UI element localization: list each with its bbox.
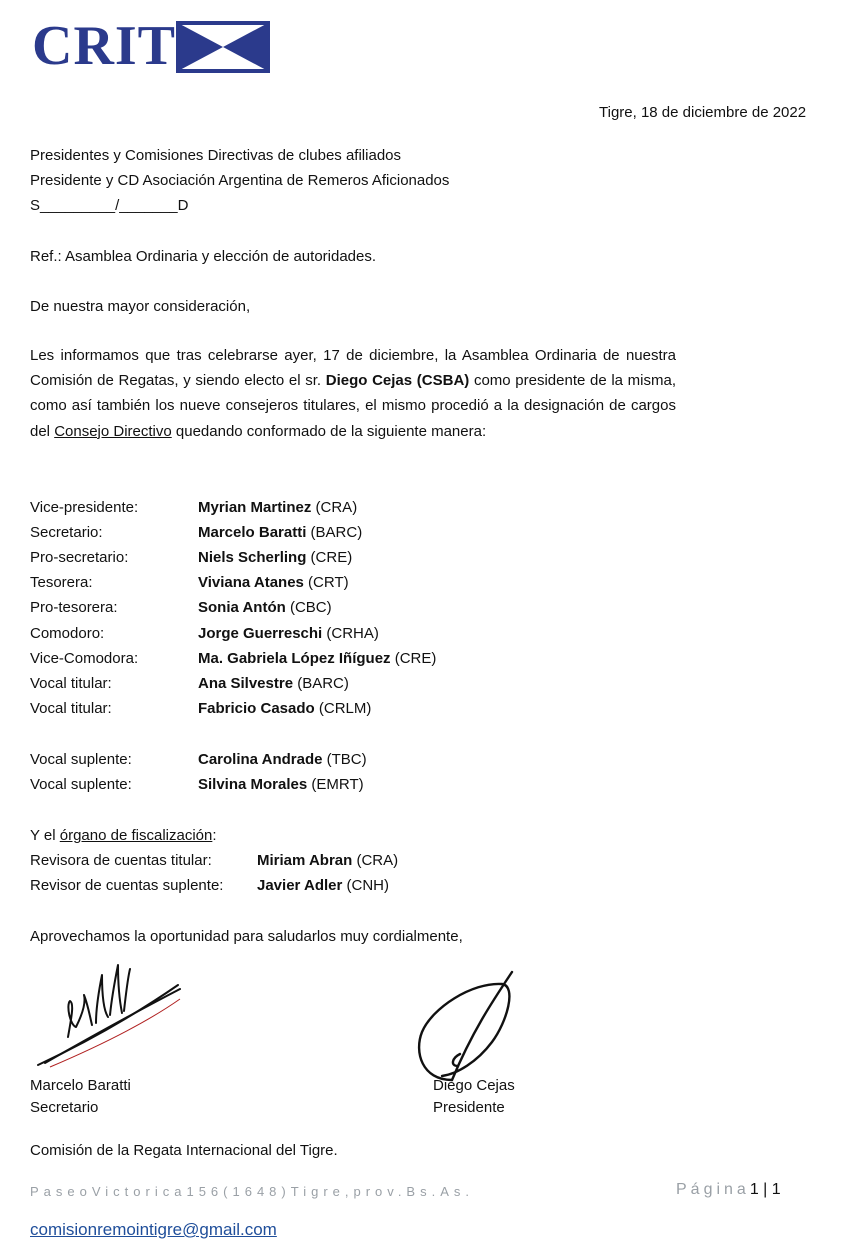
- fiscal-role: Revisora de cuentas titular:: [30, 852, 212, 869]
- signatory-title: Secretario: [30, 1099, 99, 1116]
- body-text: quedando conformado de la siguiente manera:: [171, 422, 487, 440]
- letter-date: Tigre, 18 de diciembre de 2022: [599, 104, 807, 121]
- footer-address: PaseoVictorica156(1648)Tigre,prov.Bs.As.: [30, 1184, 474, 1199]
- board-member: Fabricio Casado (CRLM): [198, 700, 372, 717]
- signatory-name: Diego Cejas: [433, 1077, 515, 1094]
- recipient-line: Presidente y CD Asociación Argentina de Remeros Aficionados: [30, 172, 450, 189]
- closing-line: Aprovechamos la oportunidad para saludarlos muy cordialmente,: [30, 928, 463, 945]
- signatory-name: Marcelo Baratti: [30, 1077, 131, 1094]
- board-role: Pro-secretario:: [30, 549, 129, 566]
- board-member: Silvina Morales (EMRT): [198, 776, 364, 793]
- body-paragraph: [30, 343, 676, 444]
- recipient-line: S_________/_______D: [30, 197, 189, 214]
- logo-text: CRIT: [32, 15, 177, 77]
- board-role: Vocal suplente:: [30, 751, 132, 768]
- body-text: como presidente de la misma, como así también los nueve consejeros titulares, el mismo procedió a la designación de cargos del: [30, 372, 676, 440]
- consejo-directivo-term: Consejo Directivo: [54, 422, 172, 440]
- board-member: Carolina Andrade (TBC): [198, 751, 367, 768]
- board-role: Secretario:: [30, 524, 103, 541]
- salutation: De nuestra mayor consideración,: [30, 298, 251, 315]
- organization-name: Comisión de la Regata Internacional del Tigre.: [30, 1142, 338, 1159]
- board-member: Ana Silvestre (BARC): [198, 675, 349, 692]
- board-role: Comodoro:: [30, 625, 105, 642]
- board-role: Pro-tesorera:: [30, 599, 118, 616]
- board-role: Vice-presidente:: [30, 499, 139, 516]
- board-member: Ma. Gabriela López Iñíguez (CRE): [198, 650, 437, 667]
- board-member: Viviana Atanes (CRT): [198, 574, 349, 591]
- signature-cejas-icon: [412, 962, 522, 1084]
- fiscal-intro: Y el órgano de fiscalización:: [30, 827, 217, 844]
- recipient-line: Presidentes y Comisiones Directivas de clubes afiliados: [30, 147, 402, 164]
- fiscal-role: Revisor de cuentas suplente:: [30, 877, 224, 894]
- board-member: Marcelo Baratti (BARC): [198, 524, 363, 541]
- logo-flag-icon: [176, 21, 270, 73]
- board-member: Niels Scherling (CRE): [198, 549, 353, 566]
- board-role: Tesorera:: [30, 574, 93, 591]
- board-role: Vocal suplente:: [30, 776, 132, 793]
- signatory-title: Presidente: [433, 1099, 505, 1116]
- signature-baratti-icon: [30, 955, 190, 1070]
- board-role: Vocal titular:: [30, 700, 112, 717]
- board-member: Sonia Antón (CBC): [198, 599, 332, 616]
- body-text: Les informamos que tras celebrarse ayer, 17 de diciembre, la Asamblea Ordinaria de nuestra Comisión de Regatas, y siendo electo el sr.: [30, 347, 676, 390]
- board-role: Vocal titular:: [30, 675, 112, 692]
- board-role: Vice-Comodora:: [30, 650, 139, 667]
- board-member: Myrian Martinez (CRA): [198, 499, 358, 516]
- fiscal-member: Javier Adler (CNH): [257, 877, 389, 894]
- page-number: Página1 | 1: [676, 1181, 781, 1198]
- board-member: Jorge Guerreschi (CRHA): [198, 625, 379, 642]
- reference-line: Ref.: Asamblea Ordinaria y elección de autoridades.: [30, 248, 377, 265]
- email-link[interactable]: comisionremointigre@gmail.com: [30, 1220, 277, 1239]
- fiscal-member: Miriam Abran (CRA): [257, 852, 399, 869]
- president-name: Diego Cejas (CSBA): [325, 372, 470, 390]
